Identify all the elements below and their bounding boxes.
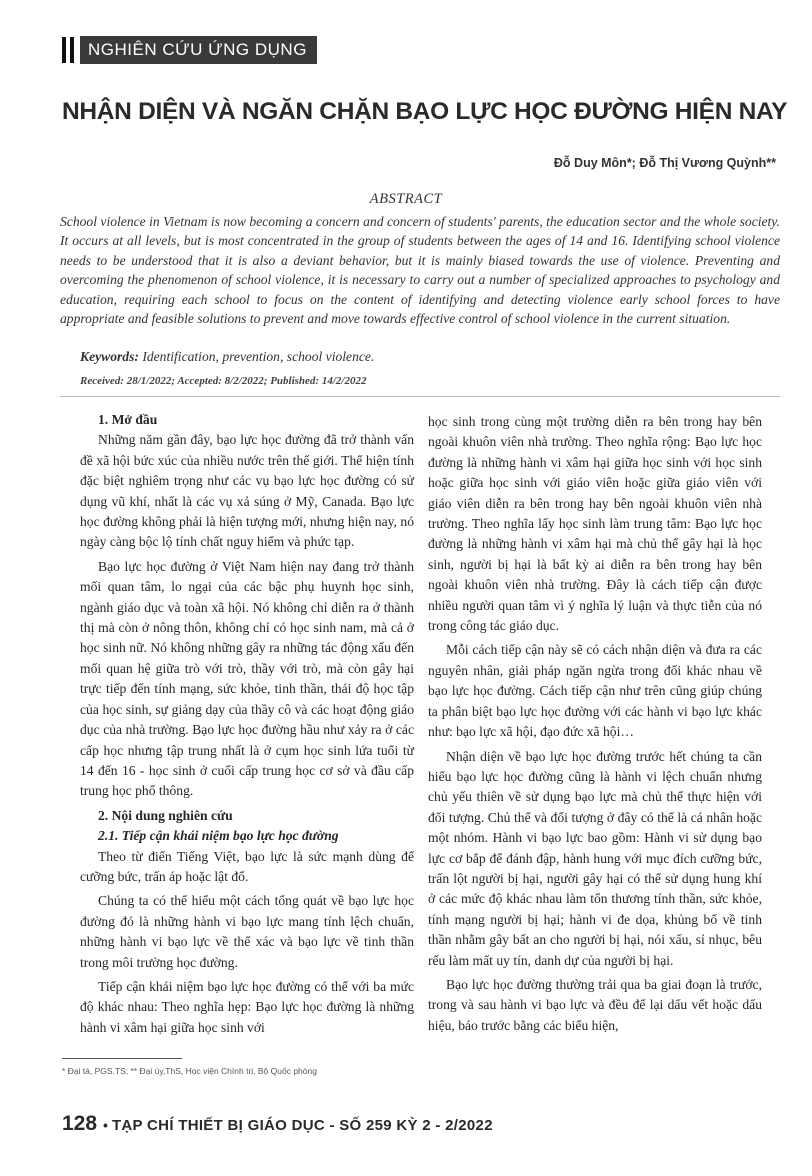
column-right [428, 412, 762, 1040]
section-marker-icon [62, 37, 74, 63]
subheading-concept: 2.1. Tiếp cận khái niệm bạo lực học đường [98, 828, 339, 844]
heading-content: 2. Nội dung nghiên cứu [98, 807, 233, 823]
keywords-text: Identification, prevention, school violence. [142, 349, 375, 364]
article-title: NHẬN DIỆN VÀ NGĂN CHẶN BẠO LỰC HỌC ĐƯỜNG HIỆN NAY [62, 98, 788, 125]
paragraph: Chúng ta có thể hiểu một cách tổng quát về bạo lực học đường đó là những hành vi bạo lực mang tính lệch chuẩn, những hành vi bạo lực về thể xác và bạo lực về tinh thần trong môi trường học đường. [80, 893, 414, 970]
page-number: 128 [62, 1112, 98, 1135]
section-header [62, 36, 317, 64]
keywords-label: Keywords: [80, 349, 139, 364]
abstract-heading: ABSTRACT [369, 191, 443, 207]
paragraph: Những năm gần đây, bạo lực học đường đã trở thành vấn đề xã hội bức xúc của nhiều nước trên thế giới. Thể hiện tính đặc biệt nghiêm trọng như các vụ bạo lực học đường có sử dụng vũ khí, nhất là các vụ xả súng ở Mỹ, Canada. Bạo lực học đường không phải là hiện tượng mới, nhưng hiện nay, nó ngày càng bộc lộ tính chất nguy hiểm và phức tạp. [80, 432, 414, 550]
publication-dates: Received: 28/1/2022; Accepted: 8/2/2022; Published: 14/2/2022 [80, 375, 367, 387]
abstract-text: School violence in Vietnam is now becoming a concern and concern of students' parents, the education sector and the whole society. It occurs at all levels, but is most concentrated in the group of students between the ages of 14 and 16. Identifying school violence needs to be understood that it is also a deviant behavior, but it is mainly biased towards the use of violence. Preventing and overcoming the phenomenon of school violence, it is necessary to carry out a number of specialized approaches to psychology and education, requiring each school to focus on the content of identifying and detecting violence early school forces to have appropriate and feasible solutions to prevent and move towards effective control of school violence in the current situation. [60, 214, 780, 327]
journal-name: TẠP CHÍ THIẾT BỊ GIÁO DỤC - SỐ 259 KỲ 2 - 2/2022 [111, 1117, 493, 1134]
paragraph: Mỗi cách tiếp cận này sẽ có cách nhận diện và đưa ra các nguyên nhân, giải pháp ngăn ngừa trong đối khác nhau về bạo lực học đường. Cách tiếp cận như trên cũng giúp chúng ta phân biệt bạo lực học đường với các hành vi bạo lực khác như: bạo lực xã hội, đạo đức xã hội… [428, 642, 762, 740]
divider [60, 396, 780, 397]
paragraph: Theo từ điển Tiếng Việt, bạo lực là sức mạnh dùng để cưỡng bức, trấn áp hoặc lật đổ. [80, 848, 414, 884]
paragraph: Bạo lực học đường ở Việt Nam hiện nay đang trở thành mối quan tâm, lo ngại của các bậc phụ huynh học sinh, ngành giáo dục và toàn xã hội. Nó không chỉ diễn ra ở thành thị mà còn ở nông thôn, không chỉ có học sinh nam, mà cả ở học sinh nữ. Nó không những gây ra những tác động xấu đến mối quan hệ giữa trò với trò, thầy với trò, mà còn gây hại trực tiếp đến tính mạng, sức khỏe, tinh thần, thái độ học tập của học sinh, sự giảng dạy của thầy cô và các hoạt động giáo dục của nhà trường. Bạo lực học đường hầu như xảy ra ở các cấp học nhưng tập trung nhất là ở cụm học sinh lứa tuổi từ 14 đến 16 - học sinh ở cuối cấp trung học cơ sở và đầu cấp trung học phổ thông. [80, 558, 414, 799]
article-authors: Đỗ Duy Môn*; Đỗ Thị Vương Quỳnh** [553, 156, 776, 170]
paragraph: Tiếp cận khái niệm bạo lực học đường có thể với ba mức độ khác nhau: Theo nghĩa hẹp: Bạo lực học đường là những hành vi xâm hại giữa học sinh với [80, 978, 414, 1035]
bullet-icon: • [103, 1117, 108, 1133]
heading-introduction: 1. Mở đầu [98, 412, 158, 427]
paragraph: Bạo lực học đường thường trải qua ba giai đoạn là trước, trong và sau hành vi bạo lực và đều để lại dấu vết hoặc dấu hiệu, báo trước bằng các biểu hiện, [428, 976, 762, 1033]
paragraph: học sinh trong cùng một trường diễn ra bên trong hay bên ngoài khuôn viên nhà trường. Theo nghĩa rộng: Bạo lực học đường là những hành vi xâm hại giữa học sinh với học sinh hoặc giữa học sinh với giáo viên hoặc giữa giáo viên với giáo viên diễn ra bên trong hay bên ngoài khuôn viên nhà trường. Theo nghĩa lấy học sinh làm trung tâm: Bạo lực học đường là những hành vi xâm hại mà chủ thể gây hại là học sinh, người bị hại là bất kỳ ai diễn ra bên trong hay bên ngoài khuôn viên nhà trường. Đây là cách tiếp cận được nhiều người quan tâm vì ý nghĩa lý luận và thực tiễn của nó trong công tác giáo dục. [428, 414, 762, 634]
keywords [80, 349, 760, 365]
footnote: * Đại tá, PGS.TS; ** Đại úy,ThS, Học viện Chính trị, Bộ Quốc phòng [62, 1066, 317, 1076]
paragraph: Nhận diện về bạo lực học đường trước hết chúng ta cần hiểu bạo lực học đường cũng là hành vi lệch chuẩn nhưng chủ yếu thiên về sử dụng bạo lực mà chủ thể thực hiện với đối tượng. Chủ thể và đối tượng ở đây có thể là cá nhân hoặc một nhóm. Hành vi bạo lực bao gồm: Hành vi sử dụng bạo lực cơ bắp để đánh đập, hành hung với mục đích cưỡng bức, trấn lột người bị hại, người gây hại có thể sử dụng hung khí ở các mức độ khác nhau làm tổn thương tính thần, sức khỏe, tính mạng người bị hại; hành vi đe dọa, khủng bố về tinh thần nhằm gây bất an cho người bị hại, nói xấu, sỉ nhục, bêu rếu làm mất uy tín, danh dự của người bị hại. [428, 748, 762, 968]
page-footer [62, 1112, 493, 1136]
section-label: NGHIÊN CỨU ỨNG DỤNG [80, 36, 317, 64]
column-left [80, 410, 414, 1042]
footnote-divider [62, 1058, 182, 1059]
